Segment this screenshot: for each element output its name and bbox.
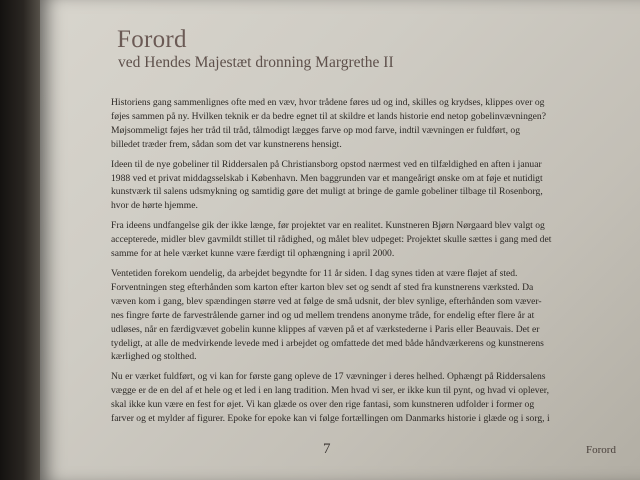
text-line: kærlighed og stolthed. — [111, 351, 197, 363]
text-line: Møjsommeligt føjes her tråd til tråd, tålmodigt lægges farve op mod farve, indtil vævningen er fuldført, og — [111, 124, 520, 136]
text-line: Fra ideens undfangelse gik der ikke længe, før projektet var en realitet. Kunstneren Bjørn Nørgaard blev valgt og — [111, 220, 545, 232]
paragraph-2 — [111, 158, 613, 214]
page-title: Forord — [117, 26, 187, 53]
body-text — [111, 96, 613, 432]
text-line: væven kom i gang, blev spændingen større ved at følge de små udsnit, der blev synlige, efterhånden som væver- — [111, 295, 542, 307]
text-line: Ideen til de nye gobeliner til Riddersalen på Christiansborg opstod nærmest ved en tilfældighed en aften i januar — [111, 158, 542, 170]
text-line: Nu er værket fuldført, og vi kan for første gang opleve de 17 vævninger i deres helhed. Ophængt på Riddersalens — [111, 371, 546, 383]
text-line: billedet træder frem, sådan som det var kunstnerens hensigt. — [111, 138, 342, 150]
book-page — [40, 0, 640, 480]
text-line: accepterede, midler blev gavmildt stillet til rådighed, og målet blev udpeget: Projektet skulle sættes i gang med det — [111, 234, 552, 246]
paragraph-1 — [111, 96, 613, 152]
text-line: føjes sammen på ny. Hvilken teknik er da bedre egnet til at skildre et lands historie end netop gobelinvævningen? — [111, 110, 546, 122]
text-line: hvor de hørte hjemme. — [111, 200, 198, 212]
text-line: udløses, når en færdigvævet gobelin kunne klippes af væven på et af værkstederne i Paris eller Beauvais. Det er — [111, 323, 540, 335]
text-line: vægge er de en del af et hele og et led i en lang tradition. Men hvad vi ser, er ikke kun til pynt, og hvad vi oplever, — [111, 385, 550, 397]
paragraph-3 — [111, 219, 613, 261]
text-line: Ventetiden forekom uendelig, da arbejdet begyndte for 11 år siden. I dag synes tiden at være fløjet af sted. — [111, 267, 518, 279]
text-line: 1988 ved et privat middagsselskab i København. Men baggrunden var et mangeårigt ønske om at føje et nutidigt — [111, 172, 543, 184]
text-line: skal ikke kun være en fest for øjet. Vi kan glæde os over den rige fantasi, som kunstneren udfolder i former og — [111, 399, 535, 411]
text-line: Historiens gang sammenlignes ofte med en væv, hvor trådene føres ud og ind, skilles og krydses, klippes over og — [111, 97, 545, 108]
page-subtitle: ved Hendes Majestæt dronning Margrethe II — [118, 54, 394, 71]
text-line: tydeligt, at alle de medvirkende levede med i arbejdet og omfattede det med både håndværkerens og kunstnerens — [111, 337, 544, 349]
text-line: nes fingre førte de farvestrålende garner ind og ud mellem trendens anonyme tråde, for endelig efter flere år at — [111, 309, 535, 321]
paragraph-5 — [111, 370, 613, 426]
text-line: kunstværk til salens udsmykning og samtidig gøre det muligt at bringe de gamle gobeliner tilbage til Rosenborg, — [111, 186, 543, 198]
page-number: 7 — [323, 441, 331, 457]
paragraph-4 — [111, 267, 613, 364]
running-title: Forord — [586, 444, 616, 456]
text-line: farver og et mylder af figurer. Epoke for epoke kan vi følge fortællingen om Danmarks historie i glæde og i sorg, i — [111, 413, 550, 425]
text-line: samme for at hele værket kunne være færdigt til ophængning i april 2000. — [111, 248, 395, 260]
text-line: Forventningen steg efterhånden som karton efter karton blev set og sendt af sted fra kunstnerens værksted. Da — [111, 281, 534, 293]
